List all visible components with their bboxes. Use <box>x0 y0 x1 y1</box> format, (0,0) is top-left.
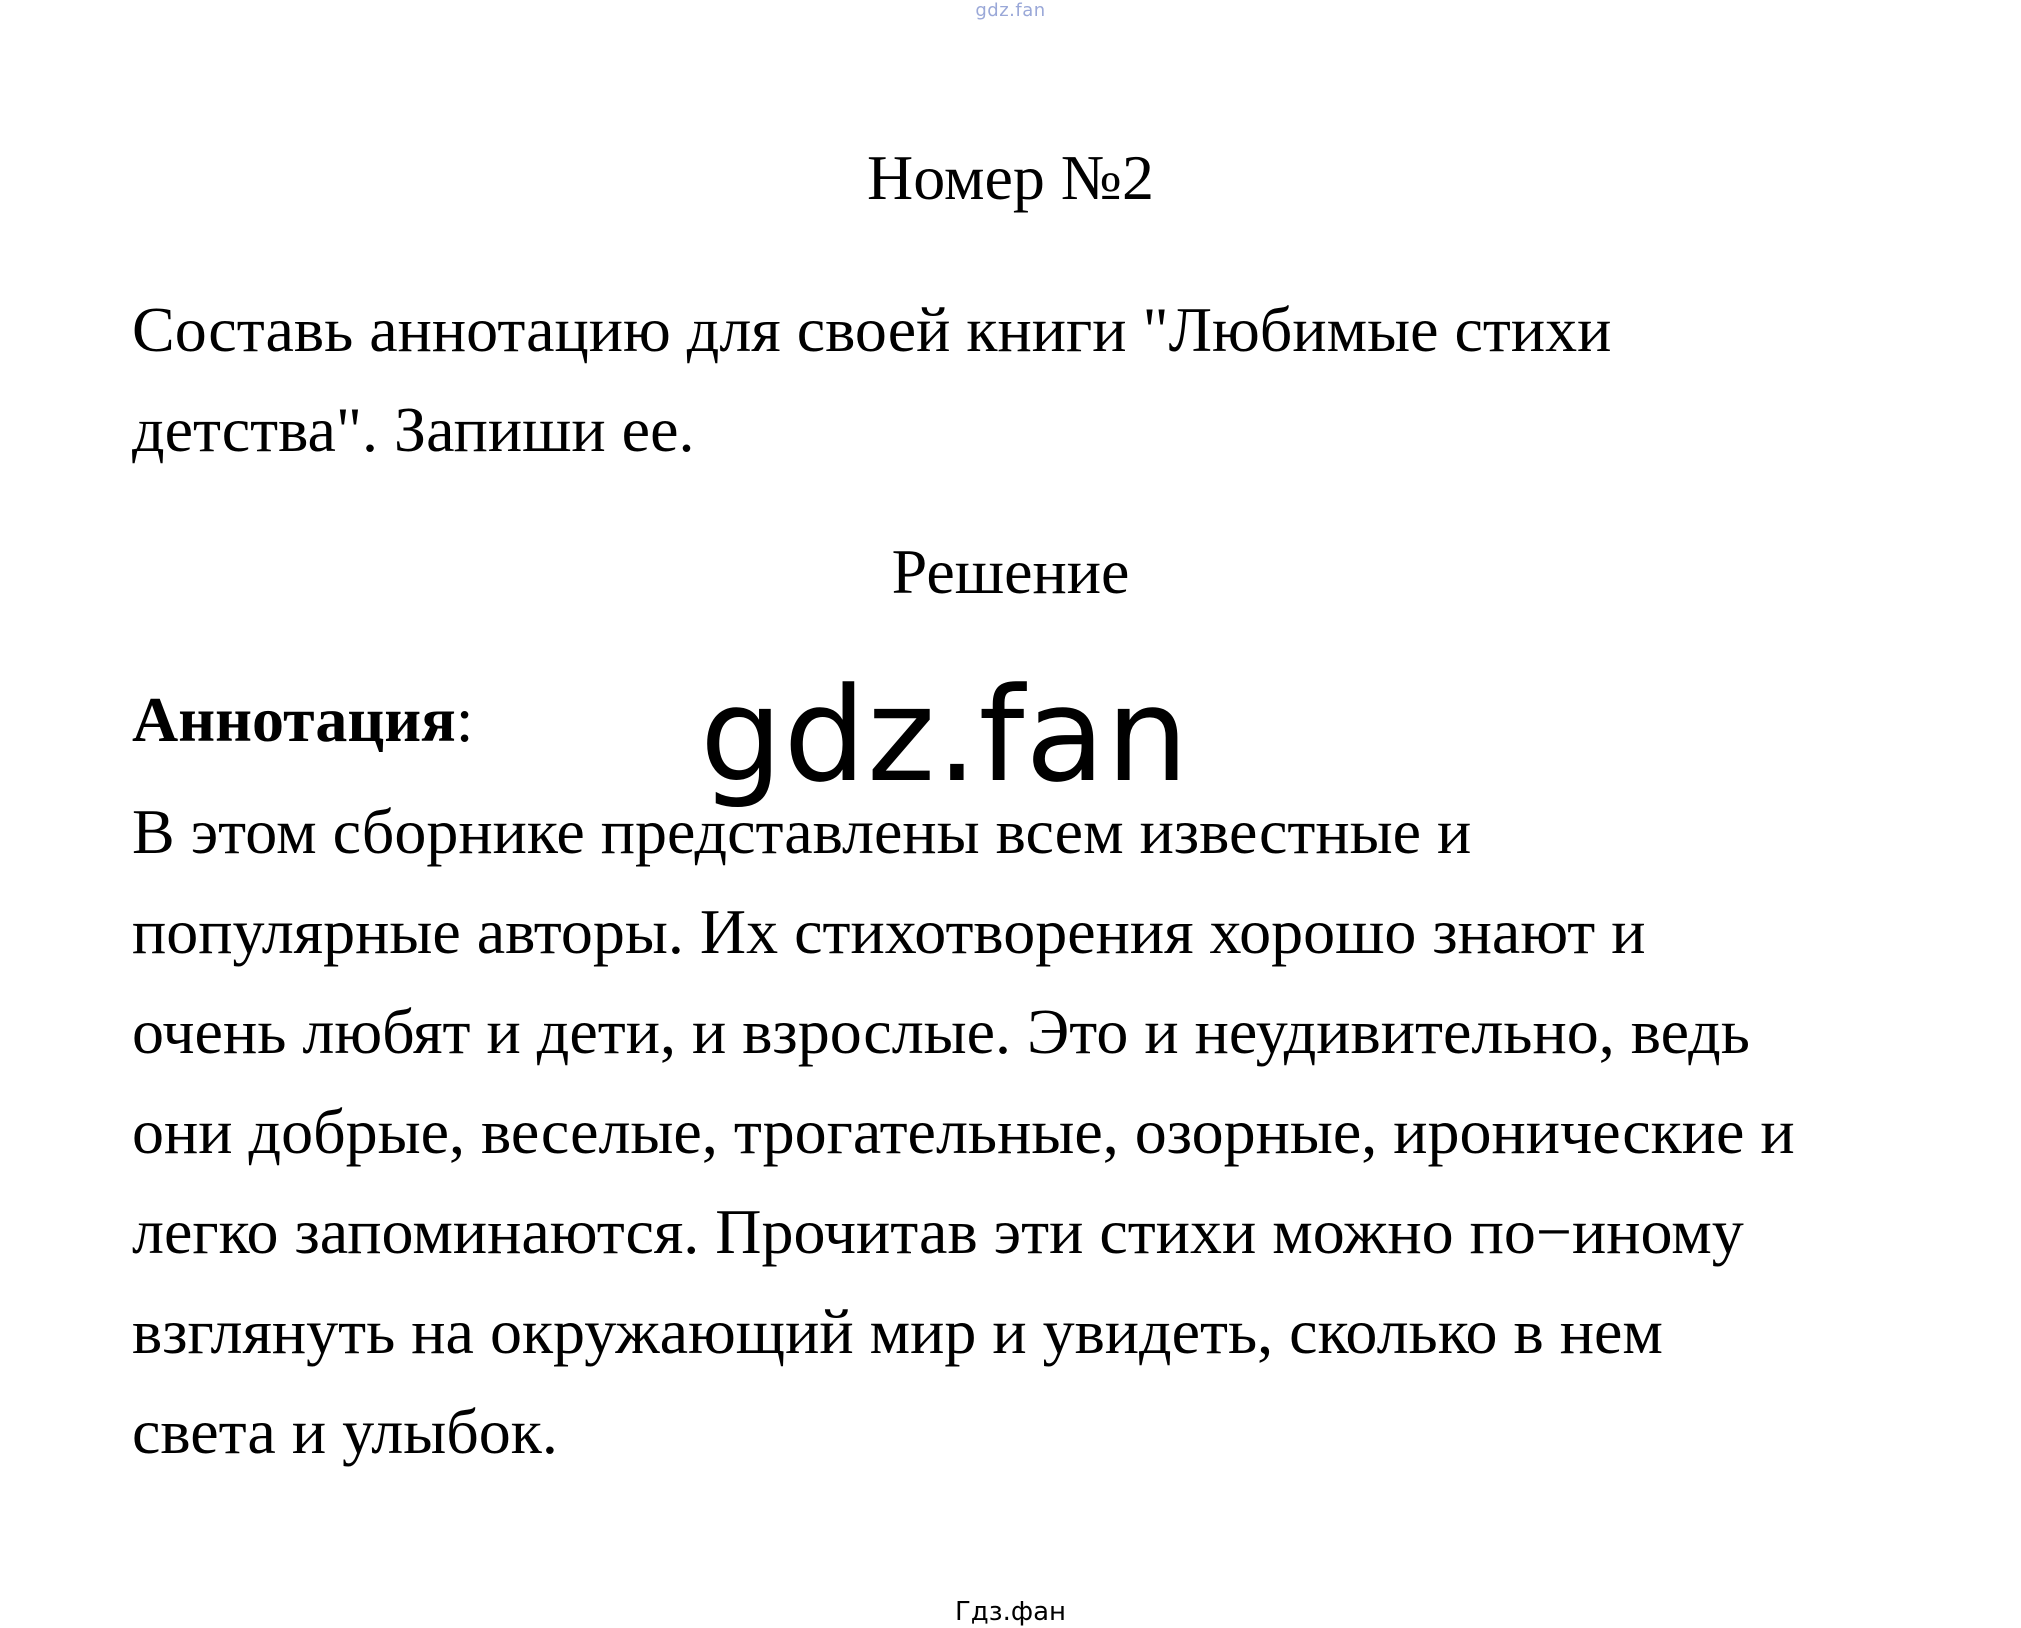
annotation-label-text: Аннотация <box>132 684 456 755</box>
task-text <box>132 280 1892 480</box>
footer-watermark: Гдз.фан <box>954 1597 1067 1627</box>
annotation-label-colon: : <box>455 684 474 755</box>
task-line: Составь аннотацию для своей книги "Любимые стихи <box>132 294 1612 365</box>
task-line: детства". Запиши ее. <box>132 394 695 465</box>
annotation-line: популярные авторы. Их стихотворения хорошо знают и <box>132 896 1646 967</box>
top-watermark: gdz.fan <box>975 0 1046 21</box>
annotation-line: они добрые, веселые, трогательные, озорные, иронические и <box>132 1096 1795 1167</box>
annotation-label <box>132 680 474 760</box>
solution-heading: Решение <box>891 536 1130 607</box>
center-watermark: gdz.fan <box>700 659 1190 811</box>
annotation-line: легко запоминаются. Прочитав эти стихи можно по−иному <box>132 1196 1744 1267</box>
annotation-line: света и улыбок. <box>132 1396 558 1467</box>
annotation-text <box>132 782 1952 1482</box>
page-title: Номер №2 <box>867 142 1154 213</box>
annotation-line: В этом сборнике представлены всем известные и <box>132 796 1472 867</box>
annotation-line: взглянуть на окружающий мир и увидеть, сколько в нем <box>132 1296 1663 1367</box>
annotation-line: очень любят и дети, и взрослые. Это и неудивительно, ведь <box>132 996 1750 1067</box>
